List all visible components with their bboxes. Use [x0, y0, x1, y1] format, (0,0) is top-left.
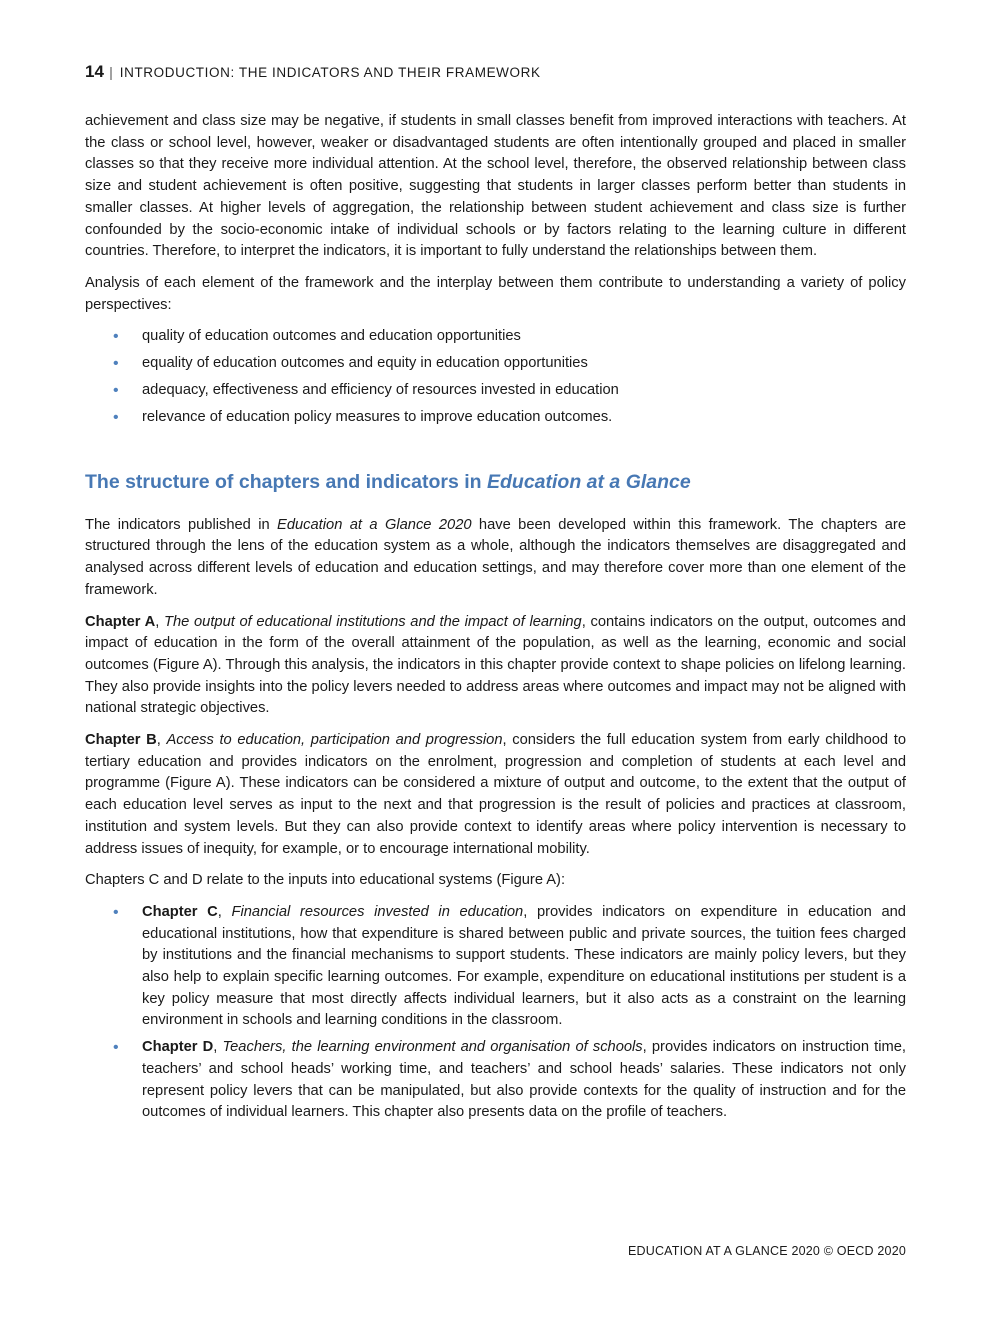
running-header — [85, 62, 541, 82]
bullet-icon: • — [113, 409, 119, 426]
bullet-icon: • — [113, 355, 119, 373]
header-separator: | — [109, 65, 114, 80]
bullet-icon: • — [113, 1039, 119, 1057]
list-item-chapter-d: • Chapter D, Teachers, the learning environment and organisation of schools, provides indicators on instruction time, teachers’ and school heads’ working time, and teachers’ and school heads’ salaries. These indicators not only represent policy levers that can be manipulated, but also provide contexts for the quality of instruction and for the outcomes of individual learners. This chapter also presents data on the profile of teachers. — [113, 1039, 906, 1121]
heading-text: The structure of chapters and indicators in — [85, 470, 487, 493]
list-item-chapter-c: • Chapter C, Financial resources invested in education, provides indicators on expenditure in education and educational institutions, how that expenditure is shared between public and private sources, the tuition fees charged by institutions and the financial mechanisms to support students. These indicators are mainly policy levers, but they also help to explain specific learning outcomes. For example, expenditure on educational institutions per student is a key policy measure that most directly affects individual learners, but it also acts as a constraint on the learning environment in schools and learning conditions in the classroom. — [113, 903, 906, 1029]
page-number: 14 — [85, 62, 104, 81]
chapters-cd-list — [85, 902, 906, 1124]
list-item — [85, 326, 906, 348]
page-footer: EDUCATION AT A GLANCE 2020 © OECD 2020 — [627, 1244, 906, 1258]
chapter-a-label: Chapter A — [85, 613, 156, 630]
paragraph-policy-perspectives-intro: Analysis of each element of the framework and the interplay between them contribute to understanding a variety of policy perspectives: — [85, 274, 906, 313]
list-item — [85, 380, 906, 402]
list-item-text: quality of education outcomes and education opportunities — [142, 328, 521, 345]
list-item — [85, 353, 906, 375]
heading-italic-title: Education at a Glance — [487, 470, 691, 493]
bullet-icon: • — [113, 903, 119, 921]
chapter-b-label: Chapter B — [85, 732, 157, 749]
paragraph-indicators-intro: The indicators published in Education at a Glance 2020 have been developed within this framework. The chapters are structured through the lens of the education system as a whole, although the indicators themselves are disaggregated and analysed across different levels of education and education settings, and may therefore cover more than one element of the framework. — [85, 516, 906, 598]
section-title: INTRODUCTION: THE INDICATORS AND THEIR FRAMEWORK — [119, 65, 541, 80]
chapter-c-title: Financial resources invested in education — [231, 903, 524, 920]
chapter-d-label: Chapter D — [142, 1039, 214, 1056]
policy-perspectives-list — [85, 326, 906, 428]
paragraph-chapter-a: Chapter A, The output of educational institutions and the impact of learning, contains indicators on the output, outcomes and impact of education in the form of the overall attainment of the population, as well as the learning, economic and social outcomes (Figure A). Through this analysis, the indicators in this chapter provide context to shape policies on lifelong learning. They also provide insights into the policy levers needed to address areas where outcomes and impact may not be aligned with national strategic objectives. — [85, 613, 906, 717]
paragraph-chapter-b: Chapter B, Access to education, participation and progression, considers the full education system from early childhood to tertiary education and provides indicators on the enrolment, progression and completion of students at each level and programme (Figure A). These indicators can be considered a mixture of output and outcome, to the extent that the output of each education level serves as input to the next and that progression is the result of policies and practices at classroom, institution and system levels. But they can also provide context to identify areas where policy intervention is necessary to address issues of inequity, for example, or to encourage international mobility. — [85, 732, 906, 857]
list-item-text: adequacy, effectiveness and efficiency of resources invested in education — [142, 382, 619, 399]
section-heading — [85, 470, 906, 494]
page-body — [85, 111, 906, 1134]
list-item-text: relevance of education policy measures to improve education outcomes. — [142, 409, 613, 425]
list-item-text: equality of education outcomes and equity in education opportunities — [142, 355, 588, 372]
chapter-b-title: Access to education, participation and progression — [166, 732, 503, 749]
chapter-d-title: Teachers, the learning environment and organisation of schools — [222, 1039, 643, 1056]
paragraph-chapters-cd-intro: Chapters C and D relate to the inputs into educational systems (Figure A): — [85, 872, 566, 889]
chapter-c-label: Chapter C — [142, 903, 218, 920]
chapter-a-title: The output of educational institutions and the impact of learning — [164, 613, 582, 630]
bullet-icon: • — [113, 328, 119, 346]
paragraph-class-size: achievement and class size may be negative, if students in small classes benefit from improved interactions with teachers. At the class or school level, however, weaker or disadvantaged students are often intentionally grouped and placed in smaller classes so that they receive more individual attention. At the school level, therefore, the observed relationship between class size and student achievement is often positive, suggesting that students in larger classes perform better than students in smaller classes. At higher levels of aggregation, the relationship between student achievement and class size is further confounded by the socio-economic intake of individual schools or by factors relating to the learning culture in different countries. Therefore, to interpret the indicators, it is important to fully understand the relationships between them. — [85, 113, 906, 260]
bullet-icon: • — [113, 382, 119, 400]
publication-title: Education at a Glance 2020 — [277, 516, 472, 533]
list-item — [85, 407, 906, 429]
